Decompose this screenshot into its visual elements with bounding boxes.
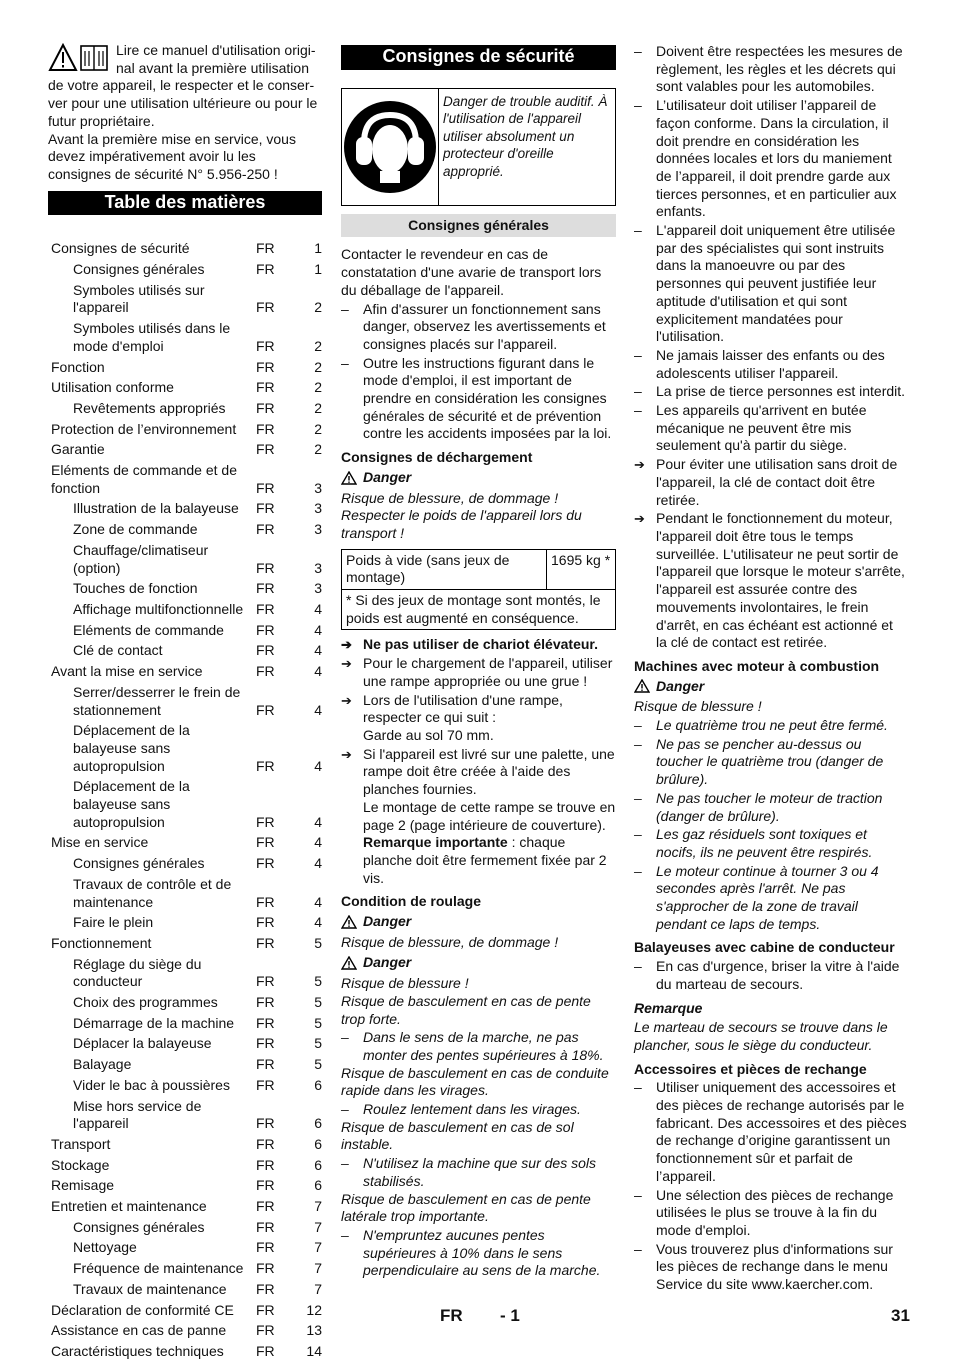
toc-entry-page: 6 (314, 1156, 322, 1173)
risk-text: Risque de basculement en cas de conduite rapide dans les virages. (341, 1064, 609, 1099)
list-item: ➔ Lors de l'utilisation d'une rampe, respecter ce qui suit : Garde au sol 70 mm. (341, 691, 563, 743)
general-heading: Consignes générales (341, 214, 616, 238)
toc-entry-page: 2 (314, 441, 322, 458)
toc-entry-page: 4 (314, 813, 322, 830)
toc-entry[interactable] (48, 400, 322, 421)
toc-entry-lang: FR (256, 1301, 275, 1318)
weight-value: 1695 kg * (547, 549, 616, 589)
list-item: – Les appareils qu'arrivent en butée mécanique ne peuvent être mis seulement qu'à partir du siège. (634, 402, 867, 454)
toc-entry-title: Avant la mise en service (51, 663, 203, 680)
toc-entry-lang: FR (256, 855, 275, 872)
list-item: – Les gaz résiduels sont toxiques et nocifs, ils ne peuvent être respirés. (634, 826, 873, 860)
toc-entry-page: 3 (314, 500, 322, 517)
toc-title: Table des matières (48, 191, 322, 216)
toc-entry-page: 2 (314, 420, 322, 437)
toc-entry-lang: FR (256, 1280, 275, 1297)
list-item: – Une sélection des pièces de rechange utilisées le plus se trouve à la fin du mode d'emploi. (634, 1186, 894, 1238)
toc-entry-lang: FR (256, 621, 275, 638)
list-item: – L’utilisateur doit utiliser l’appareil de façon conforme. Dans la circulation, il doit prendre en considération les données locales et lors du maniement de l’appareil, il doit prendre garde aux tierces personnes, et en particulier aux enfants. (634, 97, 897, 220)
hearing-warning-text: Danger de trouble auditif. À l'utilisation de l'appareil utiliser absolument un protecteur d'oreille approprié. (443, 93, 608, 179)
toc-entry[interactable] (48, 282, 322, 320)
toc-entry-page: 5 (314, 1035, 322, 1052)
toc-entry-page: 1 (314, 240, 322, 257)
combustion-heading: Machines avec moteur à combustion (634, 657, 880, 674)
toc-entry[interactable] (48, 1260, 322, 1281)
toc-entry-lang: FR (256, 914, 275, 931)
risk-text: Risque de blessure ! (341, 975, 469, 992)
toc-entry-lang: FR (256, 1076, 275, 1093)
toc-entry-lang: FR (256, 663, 275, 680)
toc-entry-title: Zone de commande (73, 521, 198, 538)
toc-entry[interactable] (48, 521, 322, 542)
list-item: – Le moteur continue à tourner 3 ou 4 secondes après l'arrêt. Ne pas s'approcher de la zone de travail pendant ce laps de temps. (634, 862, 879, 932)
toc-entry-lang: FR (256, 757, 275, 774)
list-item: – L'appareil doit uniquement être utilisée par des spécialistes qui sont instruits dans la manoeuvre ou par des personnes qui peuvent justifiée leur aptitude d'utilisation et qui sont explicitement mandatées pour l'utilisation. (634, 222, 896, 345)
weight-note: * Si des jeux de montage sont montés, le poids est augmenté en conséquence. (342, 590, 616, 630)
list-item: – Dans le sens de la marche, ne pas monter des pentes supérieures à 18%. (341, 1029, 604, 1063)
toc-entry-title: Transport (51, 1135, 111, 1152)
toc-entry[interactable] (48, 1198, 322, 1219)
toc-entry[interactable] (48, 1015, 322, 1036)
toc-entry[interactable] (48, 1281, 322, 1302)
toc-entry-page: 3 (314, 479, 322, 496)
column-left (48, 42, 322, 1364)
toc-entry-lang: FR (256, 479, 275, 496)
danger-label: Danger (341, 913, 616, 931)
toc-entry[interactable] (48, 994, 322, 1015)
toc-entry[interactable] (48, 642, 322, 663)
toc-entry-title: Déplacement de la balayeuse sans autopropulsion (73, 722, 190, 774)
toc-entry-lang: FR (256, 600, 275, 617)
list-item: ➔ Si l'appareil est livré sur une palette, une rampe doit être créée à l'aide des planches fournies. Le montage de cette rampe se trouve en page 2 (page intérieure de couverture). Remarque importante : chaque planche doit être fermement fixée par 2 vis. (341, 745, 616, 886)
toc-entry[interactable] (48, 421, 322, 442)
toc-entry-title: Réglage du siège du conducteur (73, 955, 202, 990)
risk-text: Risque de basculement en cas de pente trop forte. (341, 992, 591, 1027)
toc-entry[interactable] (48, 1343, 322, 1364)
toc-entry-title: Travaux de contrôle et de maintenance (73, 875, 232, 910)
toc-entry-lang: FR (256, 240, 275, 257)
toc-entry-page: 3 (314, 559, 322, 576)
toc-entry-page: 2 (314, 337, 322, 354)
section-title: Consignes de sécurité (341, 45, 616, 70)
toc-entry-lang: FR (256, 1156, 275, 1173)
toc-entry-page: 3 (314, 580, 322, 597)
toc-entry-page: 3 (314, 521, 322, 538)
toc-entry[interactable] (48, 722, 322, 778)
toc-entry-page: 2 (314, 399, 322, 416)
toc-entry-lang: FR (256, 500, 275, 517)
intro-line-1: Lire ce manuel d'utilisation origi- (116, 42, 316, 58)
toc-entry-page: 4 (314, 642, 322, 659)
ear-protection-icon-cell (342, 89, 439, 205)
toc-entry-lang: FR (256, 1135, 275, 1152)
toc-entry[interactable] (48, 1322, 322, 1343)
toc-entry-page: 6 (314, 1135, 322, 1152)
toc-entry-title: Travaux de maintenance (73, 1280, 227, 1297)
toc-entry-title: Eléments de commande (73, 621, 224, 638)
danger-label: Danger (341, 469, 616, 487)
toc-entry-page: 6 (314, 1076, 322, 1093)
toc-entry-page: 2 (314, 379, 322, 396)
warning-triangle-icon (341, 915, 357, 929)
toc-entry-lang: FR (256, 1198, 275, 1215)
remark-text: Le marteau de secours se trouve dans le plancher, sous le siège du conducteur. (634, 1019, 888, 1053)
toc-entry[interactable] (48, 1035, 322, 1056)
toc-entry[interactable] (48, 601, 322, 622)
danger-label: Danger (634, 678, 907, 696)
remark-label: Remarque (634, 999, 703, 1016)
toc-entry-page: 7 (314, 1280, 322, 1297)
toc-entry[interactable] (48, 580, 322, 601)
list-item: ➔ Pour le chargement de l'appareil, utiliser une rampe appropriée ou une grue ! (341, 655, 613, 689)
toc-entry-title: Nettoyage (73, 1239, 137, 1256)
warning-triangle-icon (634, 679, 650, 693)
toc-entry-lang: FR (256, 261, 275, 278)
toc-entry-page: 7 (314, 1260, 322, 1277)
warning-manual-icon (48, 43, 110, 73)
toc-entry-page: 7 (314, 1239, 322, 1256)
toc-entry-title: Fonction (51, 358, 105, 375)
list-item: – Roulez lentement dans les virages. (341, 1101, 581, 1118)
toc-entry-page: 4 (314, 663, 322, 680)
toc-entry-page: 4 (314, 600, 322, 617)
toc-entry-title: Illustration de la balayeuse (73, 500, 239, 517)
table-of-contents (48, 240, 322, 1363)
toc-entry[interactable] (48, 359, 322, 380)
general-intro: Contacter le revendeur en cas de constatation d'une avarie de transport lors du déballage de l'appareil. (341, 246, 602, 298)
toc-entry[interactable] (48, 1056, 322, 1077)
toc-entry[interactable] (48, 1077, 322, 1098)
toc-entry[interactable] (48, 441, 322, 462)
toc-entry-title: Remisage (51, 1177, 115, 1194)
toc-entry-title: Entretien et maintenance (51, 1198, 207, 1215)
toc-entry-lang: FR (256, 1322, 275, 1339)
toc-entry-lang: FR (256, 379, 275, 396)
toc-entry-lang: FR (256, 642, 275, 659)
toc-entry-page: 4 (314, 855, 322, 872)
toc-entry-title: Consignes générales (73, 855, 205, 872)
toc-entry[interactable] (48, 1157, 322, 1178)
ear-protection-icon (342, 99, 438, 195)
toc-entry[interactable] (48, 876, 322, 914)
toc-entry[interactable] (48, 935, 322, 956)
toc-entry[interactable] (48, 778, 322, 834)
risk-text: Risque de blessure, de dommage ! (341, 933, 559, 950)
list-item: – En cas d'urgence, briser la vitre à l'aide du marteau de secours. (634, 958, 900, 992)
toc-entry-title: Déplacer la balayeuse (73, 1035, 212, 1052)
cabin-heading: Balayeuses avec cabine de conducteur (634, 939, 895, 956)
toc-entry-page: 2 (314, 358, 322, 375)
toc-entry-title: Symboles utilisés dans le mode d'emploi (73, 320, 231, 354)
safety-note: Avant la première mise en service, vous devez impérativement avoir lu les consignes de sécurité N° 5.956-250 ! (48, 130, 296, 182)
risk-text: Risque de blessure ! (634, 698, 762, 715)
toc-entry-page: 12 (306, 1301, 322, 1318)
danger-label: Danger (341, 954, 616, 972)
toc-entry[interactable] (48, 500, 322, 521)
toc-entry-page: 14 (306, 1343, 322, 1359)
toc-entry-title: Protection de l’environnement (51, 420, 237, 437)
toc-entry-lang: FR (256, 1115, 275, 1132)
toc-entry-page: 5 (314, 934, 322, 951)
toc-entry-lang: FR (256, 1056, 275, 1073)
toc-entry-lang: FR (256, 399, 275, 416)
list-item: – Utiliser uniquement des accessoires et des pièces de rechange autorisés par le fabricant. Des accessoires et des pièces de rechange d’origine garantissent un fonctionnement sûr et parfait de l’appareil. (634, 1079, 907, 1184)
toc-entry-title: Revêtements appropriés (73, 399, 226, 416)
toc-entry[interactable] (48, 914, 322, 935)
toc-entry-page: 13 (306, 1322, 322, 1339)
toc-entry-page: 4 (314, 701, 322, 718)
list-item: – Le quatrième trou ne peut être fermé. (634, 717, 888, 734)
toc-entry-page: 5 (314, 1056, 322, 1073)
footer-lang: FR (440, 1306, 463, 1325)
toc-entry-page: 7 (314, 1218, 322, 1235)
toc-entry-title: Caractéristiques techniques (51, 1343, 224, 1359)
toc-entry-title: Choix des programmes (73, 994, 218, 1011)
toc-entry[interactable] (48, 1239, 322, 1260)
toc-entry-lang: FR (256, 1177, 275, 1194)
unload-heading: Consignes de déchargement (341, 449, 533, 466)
risk-text: Risque de basculement en cas de sol instable. (341, 1118, 574, 1153)
toc-entry-lang: FR (256, 893, 275, 910)
toc-entry[interactable] (48, 834, 322, 855)
toc-entry-title: Consignes de sécurité (51, 240, 190, 257)
list-item: ➔ Pour éviter une utilisation sans droit de l'appareil, la clé de contact doit être retirée. (634, 456, 898, 508)
toc-entry-title: Consignes générales (73, 261, 205, 278)
toc-entry-lang: FR (256, 973, 275, 990)
toc-entry-title: Mise hors service de l'appareil (73, 1097, 202, 1132)
toc-entry-title: Consignes générales (73, 1218, 205, 1235)
toc-entry-title: Affichage multifonctionnelle (73, 600, 244, 617)
intro-line-5: futur propriétaire. (48, 112, 155, 129)
toc-entry[interactable] (48, 261, 322, 282)
toc-entry-lang: FR (256, 1260, 275, 1277)
intro-line-4: ver pour une utilisation ultérieure ou pour le (48, 95, 318, 112)
list-item: – Ne pas toucher le moteur de traction (danger de brûlure). (634, 789, 883, 824)
toc-entry-page: 6 (314, 1177, 322, 1194)
toc-entry-title: Fonctionnement (51, 934, 152, 951)
hearing-warning-box (341, 88, 616, 206)
toc-entry-lang: FR (256, 420, 275, 437)
weight-label: Poids à vide (sans jeux de montage) (342, 549, 547, 589)
list-item: ➔ Ne pas utiliser de chariot élévateur. (341, 636, 598, 653)
warning-triangle-icon (341, 956, 357, 970)
toc-entry-title: Symboles utilisés sur l'appareil (73, 281, 205, 316)
intro-line-2: nal avant la première utilisation (116, 59, 309, 76)
list-item: – N'empruntez aucunes pentes supérieures à 10% dans le sens perpendiculaire au sens de la marche. (341, 1226, 601, 1279)
toc-entry-lang: FR (256, 813, 275, 830)
toc-entry-lang: FR (256, 1343, 275, 1359)
toc-entry[interactable] (48, 379, 322, 400)
toc-entry-lang: FR (256, 580, 275, 597)
toc-entry[interactable] (48, 1136, 322, 1157)
list-item: – Afin d'assurer un fonctionnement sans danger, observez les avertissements et consignes placés sur l'appareil. (341, 300, 606, 352)
toc-entry[interactable] (48, 622, 322, 643)
toc-entry-lang: FR (256, 994, 275, 1011)
toc-entry[interactable] (48, 663, 322, 684)
intro (48, 42, 322, 184)
column-right (634, 42, 907, 1294)
toc-entry-page: 7 (314, 1198, 322, 1215)
column-middle (341, 42, 616, 1280)
toc-entry-page: 4 (314, 893, 322, 910)
toc-entry-lang: FR (256, 934, 275, 951)
toc-entry-title: Clé de contact (73, 642, 163, 659)
toc-entry-lang: FR (256, 1035, 275, 1052)
toc-entry[interactable] (48, 542, 322, 580)
toc-entry-lang: FR (256, 1218, 275, 1235)
toc-entry-title: Eléments de commande et de fonction (51, 462, 237, 496)
toc-entry-title: Utilisation conforme (51, 379, 174, 396)
toc-entry-title: Déclaration de conformité CE (51, 1301, 234, 1318)
toc-entry-page: 4 (314, 621, 322, 638)
toc-entry[interactable] (48, 320, 322, 358)
toc-entry-lang: FR (256, 337, 275, 354)
toc-entry-lang: FR (256, 834, 275, 851)
list-item: ➔ Pendant le fonctionnement du moteur, l'appareil doit être tous le temps surveillée. L'utilisateur ne peut sortir de l'appareil que lorsque le moteur s'arrête, l'appareil est assurée contre des mouvements involontaires, le frein d'arrêt, en cas échéant est actionné et la clé de contact est retirée. (634, 510, 905, 651)
toc-entry[interactable] (48, 1098, 322, 1136)
toc-entry-title: Balayage (73, 1056, 132, 1073)
toc-entry[interactable] (48, 240, 322, 261)
list-item: – Doivent être respectées les mesures de règlement, les règles et les décrets qui sont valables pour les automobiles. (634, 43, 903, 95)
driving-heading: Condition de roulage (341, 893, 481, 910)
toc-entry-title: Déplacement de la balayeuse sans autopropulsion (73, 778, 190, 830)
footer-page-local: - 1 (500, 1306, 520, 1325)
toc-entry[interactable] (48, 855, 322, 876)
toc-entry-page: 4 (314, 757, 322, 774)
toc-entry-title: Fréquence de maintenance (73, 1260, 244, 1277)
toc-entry[interactable] (48, 1219, 322, 1240)
toc-entry-lang: FR (256, 1239, 275, 1256)
list-item: – Ne pas se pencher au-dessus ou toucher le quatrième trou (danger de brûlure). (634, 735, 884, 788)
toc-entry-lang: FR (256, 358, 275, 375)
toc-entry-title: Serrer/desserrer le frein de stationnement (73, 683, 241, 718)
toc-entry-page: 2 (314, 299, 322, 316)
toc-entry-title: Stockage (51, 1156, 110, 1173)
list-item: – Ne jamais laisser des enfants ou des adolescents utiliser l'appareil. (634, 346, 885, 381)
toc-entry-lang: FR (256, 441, 275, 458)
toc-entry[interactable] (48, 956, 322, 994)
toc-entry-title: Mise en service (51, 834, 149, 851)
toc-entry-page: 5 (314, 994, 322, 1011)
toc-entry-title: Touches de fonction (73, 580, 198, 597)
list-item: – N'utilisez la machine que sur des sols stabilisés. (341, 1155, 597, 1189)
toc-entry[interactable] (48, 1302, 322, 1323)
toc-entry-title: Faire le plein (73, 914, 154, 931)
warning-triangle-icon (341, 471, 357, 485)
toc-entry-page: 4 (314, 834, 322, 851)
toc-entry-page: 6 (314, 1115, 322, 1132)
weight-table (341, 549, 616, 631)
toc-entry-lang: FR (256, 701, 275, 718)
unload-risk: Risque de blessure, de dommage ! Respecter le poids de l'appareil lors du transport ! (341, 489, 582, 541)
intro-line-3: de votre appareil, le respecter et le conser- (48, 77, 315, 94)
toc-entry-page: 5 (314, 1014, 322, 1031)
toc-entry-lang: FR (256, 1014, 275, 1031)
list-item: – Vous trouverez plus d'informations sur les pièces de rechange dans le menu Service du site www.kaercher.com. (634, 1240, 893, 1293)
accessories-heading: Accessoires et pièces de rechange (634, 1060, 867, 1077)
toc-entry-lang: FR (256, 521, 275, 538)
toc-entry-lang: FR (256, 559, 275, 576)
toc-entry-lang: FR (256, 299, 275, 316)
list-item: – Outre les instructions figurant dans le mode d'emploi, il est important de prendre en considération les consignes générales de sécurité et de prévention contre les accidents imposées par la loi. (341, 354, 612, 442)
toc-entry-title: Assistance en cas de panne (51, 1322, 227, 1339)
footer-page-number: 31 (891, 1306, 910, 1325)
toc-entry[interactable] (48, 462, 322, 500)
toc-entry-page: 1 (314, 261, 322, 278)
toc-entry-title: Garantie (51, 441, 105, 458)
toc-entry-title: Démarrage de la machine (73, 1014, 235, 1031)
toc-entry-page: 4 (314, 914, 322, 931)
toc-entry-title: Chauffage/climatiseur (option) (73, 541, 209, 576)
toc-entry-page: 5 (314, 973, 322, 990)
risk-text: Risque de basculement en cas de pente latérale trop importante. (341, 1190, 591, 1225)
list-item: – La prise de tierce personnes est interdit. (634, 383, 906, 400)
toc-entry-title: Vider le bac à poussières (73, 1076, 230, 1093)
toc-entry[interactable] (48, 684, 322, 722)
toc-entry[interactable] (48, 1177, 322, 1198)
